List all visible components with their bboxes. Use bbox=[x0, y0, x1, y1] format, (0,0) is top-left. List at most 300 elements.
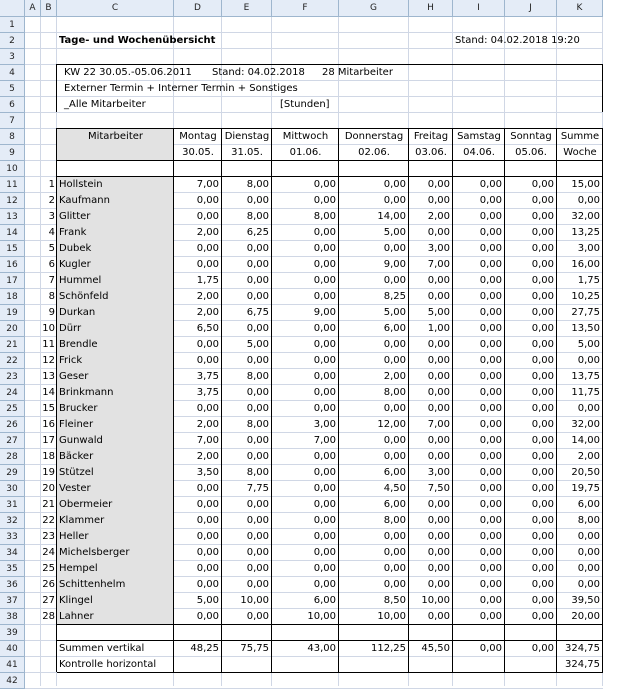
hours-cell[interactable]: 0,00 bbox=[479, 227, 502, 238]
hours-cell[interactable]: 0,00 bbox=[479, 323, 502, 334]
hours-cell[interactable]: 0,00 bbox=[479, 403, 502, 414]
hours-cell[interactable]: 7,00 bbox=[196, 435, 219, 446]
hours-cell[interactable]: 0,00 bbox=[383, 195, 406, 206]
hours-cell[interactable]: 6,25 bbox=[246, 227, 269, 238]
hours-cell[interactable]: 0,00 bbox=[531, 547, 554, 558]
row-header-9[interactable]: 9 bbox=[0, 145, 25, 161]
hours-cell[interactable]: 0,00 bbox=[427, 227, 450, 238]
hours-cell[interactable]: 0,00 bbox=[313, 547, 336, 558]
hours-cell[interactable]: 6,00 bbox=[383, 323, 406, 334]
hours-cell[interactable]: 0,00 bbox=[246, 195, 269, 206]
hours-cell[interactable]: 7,00 bbox=[196, 179, 219, 190]
row-header-29[interactable]: 29 bbox=[0, 465, 25, 481]
hours-cell[interactable]: 0,00 bbox=[196, 339, 219, 350]
hours-cell[interactable]: 9,00 bbox=[313, 307, 336, 318]
column-header-f[interactable]: F bbox=[272, 0, 339, 17]
hours-cell[interactable]: 0,00 bbox=[531, 211, 554, 222]
hours-cell[interactable]: 0,00 bbox=[479, 483, 502, 494]
sum-cell[interactable]: 75,75 bbox=[240, 643, 269, 654]
hours-cell[interactable]: 0,00 bbox=[427, 355, 450, 366]
hours-cell[interactable]: 8,00 bbox=[246, 179, 269, 190]
hours-cell[interactable]: 3,00 bbox=[427, 243, 450, 254]
hours-cell[interactable]: 0,00 bbox=[313, 291, 336, 302]
sum-cell[interactable]: 0,00 bbox=[531, 643, 554, 654]
hours-cell[interactable]: 13,50 bbox=[571, 323, 600, 334]
hours-cell[interactable]: 8,50 bbox=[383, 595, 406, 606]
hours-cell[interactable]: 6,75 bbox=[246, 307, 269, 318]
employee-name[interactable]: Frick bbox=[59, 355, 83, 366]
hours-cell[interactable]: 0,00 bbox=[531, 435, 554, 446]
hours-cell[interactable]: 0,00 bbox=[531, 243, 554, 254]
hours-cell[interactable]: 0,00 bbox=[427, 275, 450, 286]
hours-cell[interactable]: 0,00 bbox=[383, 243, 406, 254]
hours-cell[interactable]: 0,00 bbox=[531, 227, 554, 238]
hours-cell[interactable]: 7,75 bbox=[246, 483, 269, 494]
row-header-34[interactable]: 34 bbox=[0, 545, 25, 561]
hours-cell[interactable]: 0,00 bbox=[196, 355, 219, 366]
hours-cell[interactable]: 0,00 bbox=[427, 339, 450, 350]
hours-cell[interactable]: 0,00 bbox=[383, 451, 406, 462]
hours-cell[interactable]: 0,00 bbox=[196, 259, 219, 270]
employee-name[interactable]: Gunwald bbox=[59, 435, 103, 446]
hours-cell[interactable]: 0,00 bbox=[479, 355, 502, 366]
row-header-1[interactable]: 1 bbox=[0, 17, 25, 33]
hours-cell[interactable]: 5,00 bbox=[196, 595, 219, 606]
hours-cell[interactable]: 0,00 bbox=[313, 179, 336, 190]
hours-cell[interactable]: 2,00 bbox=[196, 291, 219, 302]
sum-cell[interactable]: 45,50 bbox=[421, 643, 450, 654]
employee-name[interactable]: Hollstein bbox=[59, 179, 103, 190]
hours-cell[interactable]: 0,00 bbox=[479, 419, 502, 430]
hours-cell[interactable]: 0,00 bbox=[427, 579, 450, 590]
hours-cell[interactable]: 14,00 bbox=[571, 435, 600, 446]
hours-cell[interactable]: 0,00 bbox=[531, 355, 554, 366]
hours-cell[interactable]: 2,00 bbox=[196, 307, 219, 318]
hours-cell[interactable]: 13,25 bbox=[571, 227, 600, 238]
row-header-16[interactable]: 16 bbox=[0, 257, 25, 273]
hours-cell[interactable]: 0,00 bbox=[383, 275, 406, 286]
hours-cell[interactable]: 0,00 bbox=[246, 259, 269, 270]
row-header-11[interactable]: 11 bbox=[0, 177, 25, 193]
column-header-d[interactable]: D bbox=[174, 0, 222, 17]
hours-cell[interactable]: 0,00 bbox=[246, 563, 269, 574]
hours-cell[interactable]: 10,00 bbox=[377, 611, 406, 622]
hours-cell[interactable]: 0,00 bbox=[531, 531, 554, 542]
sum-cell[interactable]: 324,75 bbox=[565, 643, 600, 654]
row-header-17[interactable]: 17 bbox=[0, 273, 25, 289]
hours-cell[interactable]: 0,00 bbox=[246, 499, 269, 510]
employee-name[interactable]: Schittenhelm bbox=[59, 579, 126, 590]
hours-cell[interactable]: 0,00 bbox=[196, 563, 219, 574]
hours-cell[interactable]: 0,00 bbox=[313, 227, 336, 238]
column-header-k[interactable]: K bbox=[557, 0, 603, 17]
row-header-31[interactable]: 31 bbox=[0, 497, 25, 513]
hours-cell[interactable]: 0,00 bbox=[313, 499, 336, 510]
hours-cell[interactable]: 8,25 bbox=[383, 291, 406, 302]
hours-cell[interactable]: 0,00 bbox=[479, 435, 502, 446]
hours-cell[interactable]: 5,00 bbox=[383, 307, 406, 318]
hours-cell[interactable]: 20,50 bbox=[571, 467, 600, 478]
hours-cell[interactable]: 0,00 bbox=[196, 403, 219, 414]
hours-cell[interactable]: 0,00 bbox=[427, 387, 450, 398]
hours-cell[interactable]: 0,00 bbox=[531, 419, 554, 430]
hours-cell[interactable]: 0,00 bbox=[479, 195, 502, 206]
employee-name[interactable]: Dürr bbox=[59, 323, 82, 334]
hours-cell[interactable]: 5,00 bbox=[246, 339, 269, 350]
employee-name[interactable]: Klammer bbox=[59, 515, 105, 526]
employee-name[interactable]: Bäcker bbox=[59, 451, 94, 462]
hours-cell[interactable]: 0,00 bbox=[577, 195, 600, 206]
hours-cell[interactable]: 0,00 bbox=[531, 611, 554, 622]
employee-name[interactable]: Glitter bbox=[59, 211, 91, 222]
hours-cell[interactable]: 0,00 bbox=[313, 563, 336, 574]
hours-cell[interactable]: 0,00 bbox=[427, 515, 450, 526]
column-header-b[interactable]: B bbox=[41, 0, 57, 17]
row-header-2[interactable]: 2 bbox=[0, 33, 25, 49]
hours-cell[interactable]: 0,00 bbox=[531, 387, 554, 398]
row-header-13[interactable]: 13 bbox=[0, 209, 25, 225]
hours-cell[interactable]: 3,00 bbox=[427, 467, 450, 478]
hours-cell[interactable]: 0,00 bbox=[246, 435, 269, 446]
hours-cell[interactable]: 3,00 bbox=[577, 243, 600, 254]
hours-cell[interactable]: 19,75 bbox=[571, 483, 600, 494]
hours-cell[interactable]: 8,00 bbox=[383, 515, 406, 526]
sum-cell[interactable]: 43,00 bbox=[307, 643, 336, 654]
hours-cell[interactable]: 0,00 bbox=[531, 595, 554, 606]
employee-name[interactable]: Brucker bbox=[59, 403, 98, 414]
hours-cell[interactable]: 0,00 bbox=[479, 579, 502, 590]
hours-cell[interactable]: 0,00 bbox=[313, 515, 336, 526]
hours-cell[interactable]: 7,00 bbox=[427, 259, 450, 270]
hours-cell[interactable]: 0,00 bbox=[479, 243, 502, 254]
hours-cell[interactable]: 0,00 bbox=[577, 403, 600, 414]
hours-cell[interactable]: 0,00 bbox=[531, 339, 554, 350]
hours-cell[interactable]: 10,00 bbox=[421, 595, 450, 606]
hours-cell[interactable]: 0,00 bbox=[427, 563, 450, 574]
hours-cell[interactable]: 0,00 bbox=[196, 531, 219, 542]
column-header-g[interactable]: G bbox=[339, 0, 409, 17]
hours-cell[interactable]: 0,00 bbox=[246, 243, 269, 254]
row-header-14[interactable]: 14 bbox=[0, 225, 25, 241]
hours-cell[interactable]: 0,00 bbox=[479, 339, 502, 350]
hours-cell[interactable]: 0,00 bbox=[246, 323, 269, 334]
hours-cell[interactable]: 0,00 bbox=[479, 387, 502, 398]
hours-cell[interactable]: 10,00 bbox=[307, 611, 336, 622]
hours-cell[interactable]: 39,50 bbox=[571, 595, 600, 606]
hours-cell[interactable]: 0,00 bbox=[313, 579, 336, 590]
hours-cell[interactable]: 0,00 bbox=[196, 579, 219, 590]
hours-cell[interactable]: 0,00 bbox=[246, 291, 269, 302]
hours-cell[interactable]: 3,75 bbox=[196, 371, 219, 382]
hours-cell[interactable]: 0,00 bbox=[531, 451, 554, 462]
hours-cell[interactable]: 6,00 bbox=[383, 467, 406, 478]
hours-cell[interactable]: 0,00 bbox=[427, 547, 450, 558]
hours-cell[interactable]: 0,00 bbox=[577, 563, 600, 574]
hours-cell[interactable]: 27,75 bbox=[571, 307, 600, 318]
employee-name[interactable]: Stützel bbox=[59, 467, 94, 478]
row-header-30[interactable]: 30 bbox=[0, 481, 25, 497]
hours-cell[interactable]: 0,00 bbox=[383, 579, 406, 590]
hours-cell[interactable]: 0,00 bbox=[313, 339, 336, 350]
hours-cell[interactable]: 0,00 bbox=[196, 515, 219, 526]
hours-cell[interactable]: 4,50 bbox=[383, 483, 406, 494]
hours-cell[interactable]: 0,00 bbox=[246, 579, 269, 590]
hours-cell[interactable]: 0,00 bbox=[479, 531, 502, 542]
hours-cell[interactable]: 0,00 bbox=[383, 355, 406, 366]
row-header-12[interactable]: 12 bbox=[0, 193, 25, 209]
hours-cell[interactable]: 0,00 bbox=[531, 259, 554, 270]
filter-dropdown[interactable]: _Alle Mitarbeiter bbox=[64, 99, 146, 110]
hours-cell[interactable]: 0,00 bbox=[531, 563, 554, 574]
employee-name[interactable]: Kaufmann bbox=[59, 195, 110, 206]
hours-cell[interactable]: 0,00 bbox=[531, 467, 554, 478]
hours-cell[interactable]: 0,00 bbox=[479, 259, 502, 270]
hours-cell[interactable]: 0,00 bbox=[577, 579, 600, 590]
hours-cell[interactable]: 2,00 bbox=[577, 451, 600, 462]
hours-cell[interactable]: 0,00 bbox=[313, 355, 336, 366]
row-header-32[interactable]: 32 bbox=[0, 513, 25, 529]
hours-cell[interactable]: 10,25 bbox=[571, 291, 600, 302]
hours-cell[interactable]: 16,00 bbox=[571, 259, 600, 270]
hours-cell[interactable]: 13,75 bbox=[571, 371, 600, 382]
hours-cell[interactable]: 1,00 bbox=[427, 323, 450, 334]
hours-cell[interactable]: 8,00 bbox=[313, 211, 336, 222]
hours-cell[interactable]: 32,00 bbox=[571, 211, 600, 222]
hours-cell[interactable]: 3,75 bbox=[196, 387, 219, 398]
employee-name[interactable]: Kugler bbox=[59, 259, 91, 270]
row-header-19[interactable]: 19 bbox=[0, 305, 25, 321]
hours-cell[interactable]: 0,00 bbox=[383, 547, 406, 558]
row-header-7[interactable]: 7 bbox=[0, 113, 25, 129]
hours-cell[interactable]: 0,00 bbox=[246, 611, 269, 622]
row-header-26[interactable]: 26 bbox=[0, 417, 25, 433]
row-header-22[interactable]: 22 bbox=[0, 353, 25, 369]
hours-cell[interactable]: 8,00 bbox=[577, 515, 600, 526]
row-header-6[interactable]: 6 bbox=[0, 97, 25, 113]
hours-cell[interactable]: 0,00 bbox=[427, 403, 450, 414]
hours-cell[interactable]: 0,00 bbox=[313, 467, 336, 478]
hours-cell[interactable]: 3,00 bbox=[313, 419, 336, 430]
hours-cell[interactable]: 2,00 bbox=[427, 211, 450, 222]
sum-cell[interactable]: 112,25 bbox=[371, 643, 406, 654]
hours-cell[interactable]: 0,00 bbox=[427, 291, 450, 302]
corner-cell[interactable] bbox=[0, 0, 25, 17]
hours-cell[interactable]: 32,00 bbox=[571, 419, 600, 430]
hours-cell[interactable]: 0,00 bbox=[313, 195, 336, 206]
employee-name[interactable]: Geser bbox=[59, 371, 89, 382]
hours-cell[interactable]: 0,00 bbox=[479, 307, 502, 318]
hours-cell[interactable]: 0,00 bbox=[427, 499, 450, 510]
hours-cell[interactable]: 0,00 bbox=[383, 179, 406, 190]
hours-cell[interactable]: 7,00 bbox=[313, 435, 336, 446]
hours-cell[interactable]: 0,00 bbox=[196, 195, 219, 206]
hours-cell[interactable]: 0,00 bbox=[196, 499, 219, 510]
row-header-24[interactable]: 24 bbox=[0, 385, 25, 401]
sum-cell[interactable]: 0,00 bbox=[479, 643, 502, 654]
employee-name[interactable]: Frank bbox=[59, 227, 87, 238]
hours-cell[interactable]: 0,00 bbox=[479, 275, 502, 286]
hours-cell[interactable]: 12,00 bbox=[377, 419, 406, 430]
row-header-21[interactable]: 21 bbox=[0, 337, 25, 353]
hours-cell[interactable]: 0,00 bbox=[246, 355, 269, 366]
hours-cell[interactable]: 0,00 bbox=[427, 371, 450, 382]
row-header-4[interactable]: 4 bbox=[0, 65, 25, 81]
row-header-33[interactable]: 33 bbox=[0, 529, 25, 545]
hours-cell[interactable]: 0,00 bbox=[531, 179, 554, 190]
row-header-39[interactable]: 39 bbox=[0, 625, 25, 641]
hours-cell[interactable]: 0,00 bbox=[313, 243, 336, 254]
hours-cell[interactable]: 3,50 bbox=[196, 467, 219, 478]
hours-cell[interactable]: 0,00 bbox=[479, 611, 502, 622]
hours-cell[interactable]: 0,00 bbox=[479, 467, 502, 478]
hours-cell[interactable]: 0,00 bbox=[246, 547, 269, 558]
row-header-10[interactable]: 10 bbox=[0, 161, 25, 177]
row-header-37[interactable]: 37 bbox=[0, 593, 25, 609]
row-header-15[interactable]: 15 bbox=[0, 241, 25, 257]
row-header-23[interactable]: 23 bbox=[0, 369, 25, 385]
employee-name[interactable]: Lahner bbox=[59, 611, 94, 622]
employee-name[interactable]: Klingel bbox=[59, 595, 93, 606]
row-header-42[interactable]: 42 bbox=[0, 673, 25, 689]
employee-name[interactable]: Schönfeld bbox=[59, 291, 109, 302]
row-header-27[interactable]: 27 bbox=[0, 433, 25, 449]
employee-name[interactable]: Brinkmann bbox=[59, 387, 114, 398]
hours-cell[interactable]: 0,00 bbox=[577, 531, 600, 542]
row-header-35[interactable]: 35 bbox=[0, 561, 25, 577]
hours-cell[interactable]: 0,00 bbox=[531, 275, 554, 286]
hours-cell[interactable]: 0,00 bbox=[313, 387, 336, 398]
row-header-8[interactable]: 8 bbox=[0, 129, 25, 145]
column-header-e[interactable]: E bbox=[222, 0, 272, 17]
hours-cell[interactable]: 0,00 bbox=[313, 371, 336, 382]
hours-cell[interactable]: 9,00 bbox=[383, 259, 406, 270]
row-header-28[interactable]: 28 bbox=[0, 449, 25, 465]
hours-cell[interactable]: 0,00 bbox=[427, 451, 450, 462]
check-value[interactable]: 324,75 bbox=[565, 659, 600, 670]
hours-cell[interactable]: 0,00 bbox=[196, 211, 219, 222]
hours-cell[interactable]: 0,00 bbox=[427, 435, 450, 446]
hours-cell[interactable]: 0,00 bbox=[246, 403, 269, 414]
hours-cell[interactable]: 0,00 bbox=[383, 563, 406, 574]
column-header-h[interactable]: H bbox=[409, 0, 453, 17]
hours-cell[interactable]: 1,75 bbox=[196, 275, 219, 286]
hours-cell[interactable]: 0,00 bbox=[427, 531, 450, 542]
hours-cell[interactable]: 0,00 bbox=[313, 403, 336, 414]
hours-cell[interactable]: 7,50 bbox=[427, 483, 450, 494]
hours-cell[interactable]: 2,00 bbox=[196, 419, 219, 430]
row-header-41[interactable]: 41 bbox=[0, 657, 25, 673]
hours-cell[interactable]: 0,00 bbox=[383, 435, 406, 446]
hours-cell[interactable]: 0,00 bbox=[427, 195, 450, 206]
hours-cell[interactable]: 0,00 bbox=[479, 291, 502, 302]
employee-name[interactable]: Heller bbox=[59, 531, 89, 542]
hours-cell[interactable]: 0,00 bbox=[577, 355, 600, 366]
hours-cell[interactable]: 0,00 bbox=[196, 547, 219, 558]
hours-cell[interactable]: 0,00 bbox=[246, 275, 269, 286]
hours-cell[interactable]: 11,75 bbox=[571, 387, 600, 398]
employee-name[interactable]: Dubek bbox=[59, 243, 92, 254]
hours-cell[interactable]: 0,00 bbox=[479, 515, 502, 526]
hours-cell[interactable]: 0,00 bbox=[531, 307, 554, 318]
hours-cell[interactable]: 6,00 bbox=[313, 595, 336, 606]
row-header-5[interactable]: 5 bbox=[0, 81, 25, 97]
employee-name[interactable]: Durkan bbox=[59, 307, 96, 318]
hours-cell[interactable]: 0,00 bbox=[383, 339, 406, 350]
column-header-i[interactable]: I bbox=[453, 0, 505, 17]
employee-name[interactable]: Obermeier bbox=[59, 499, 113, 510]
hours-cell[interactable]: 0,00 bbox=[479, 595, 502, 606]
hours-cell[interactable]: 0,00 bbox=[479, 451, 502, 462]
column-header-a[interactable]: A bbox=[25, 0, 41, 17]
employee-name[interactable]: Fleiner bbox=[59, 419, 94, 430]
row-header-20[interactable]: 20 bbox=[0, 321, 25, 337]
hours-cell[interactable]: 5,00 bbox=[427, 307, 450, 318]
hours-cell[interactable]: 0,00 bbox=[531, 195, 554, 206]
hours-cell[interactable]: 5,00 bbox=[383, 227, 406, 238]
row-header-18[interactable]: 18 bbox=[0, 289, 25, 305]
employee-name[interactable]: Hummel bbox=[59, 275, 102, 286]
hours-cell[interactable]: 0,00 bbox=[531, 515, 554, 526]
hours-cell[interactable]: 6,00 bbox=[577, 499, 600, 510]
employee-name[interactable]: Vester bbox=[59, 483, 91, 494]
hours-cell[interactable]: 0,00 bbox=[383, 531, 406, 542]
hours-cell[interactable]: 8,00 bbox=[246, 419, 269, 430]
hours-cell[interactable]: 7,00 bbox=[427, 419, 450, 430]
row-header-36[interactable]: 36 bbox=[0, 577, 25, 593]
hours-cell[interactable]: 0,00 bbox=[427, 179, 450, 190]
hours-cell[interactable]: 6,50 bbox=[196, 323, 219, 334]
hours-cell[interactable]: 20,00 bbox=[571, 611, 600, 622]
hours-cell[interactable]: 10,00 bbox=[240, 595, 269, 606]
hours-cell[interactable]: 0,00 bbox=[531, 579, 554, 590]
hours-cell[interactable]: 0,00 bbox=[313, 451, 336, 462]
hours-cell[interactable]: 0,00 bbox=[196, 483, 219, 494]
hours-cell[interactable]: 0,00 bbox=[479, 547, 502, 558]
hours-cell[interactable]: 0,00 bbox=[246, 515, 269, 526]
hours-cell[interactable]: 0,00 bbox=[479, 179, 502, 190]
hours-cell[interactable]: 0,00 bbox=[427, 611, 450, 622]
row-header-25[interactable]: 25 bbox=[0, 401, 25, 417]
hours-cell[interactable]: 15,00 bbox=[571, 179, 600, 190]
hours-cell[interactable]: 0,00 bbox=[196, 243, 219, 254]
hours-cell[interactable]: 0,00 bbox=[313, 275, 336, 286]
hours-cell[interactable]: 0,00 bbox=[479, 371, 502, 382]
hours-cell[interactable]: 0,00 bbox=[577, 547, 600, 558]
hours-cell[interactable]: 8,00 bbox=[246, 211, 269, 222]
hours-cell[interactable]: 8,00 bbox=[246, 467, 269, 478]
hours-cell[interactable]: 8,00 bbox=[383, 387, 406, 398]
hours-cell[interactable]: 5,00 bbox=[577, 339, 600, 350]
employee-name[interactable]: Michelsberger bbox=[59, 547, 130, 558]
hours-cell[interactable]: 0,00 bbox=[531, 499, 554, 510]
hours-cell[interactable]: 0,00 bbox=[383, 403, 406, 414]
row-header-3[interactable]: 3 bbox=[0, 49, 25, 65]
hours-cell[interactable]: 0,00 bbox=[479, 563, 502, 574]
hours-cell[interactable]: 1,75 bbox=[577, 275, 600, 286]
hours-cell[interactable]: 2,00 bbox=[383, 371, 406, 382]
hours-cell[interactable]: 0,00 bbox=[246, 531, 269, 542]
hours-cell[interactable]: 0,00 bbox=[531, 291, 554, 302]
hours-cell[interactable]: 0,00 bbox=[313, 483, 336, 494]
hours-cell[interactable]: 0,00 bbox=[313, 531, 336, 542]
employee-name[interactable]: Brendle bbox=[59, 339, 98, 350]
hours-cell[interactable]: 0,00 bbox=[531, 483, 554, 494]
hours-cell[interactable]: 0,00 bbox=[246, 387, 269, 398]
hours-cell[interactable]: 6,00 bbox=[383, 499, 406, 510]
hours-cell[interactable]: 0,00 bbox=[196, 611, 219, 622]
hours-cell[interactable]: 0,00 bbox=[479, 499, 502, 510]
hours-cell[interactable]: 2,00 bbox=[196, 227, 219, 238]
